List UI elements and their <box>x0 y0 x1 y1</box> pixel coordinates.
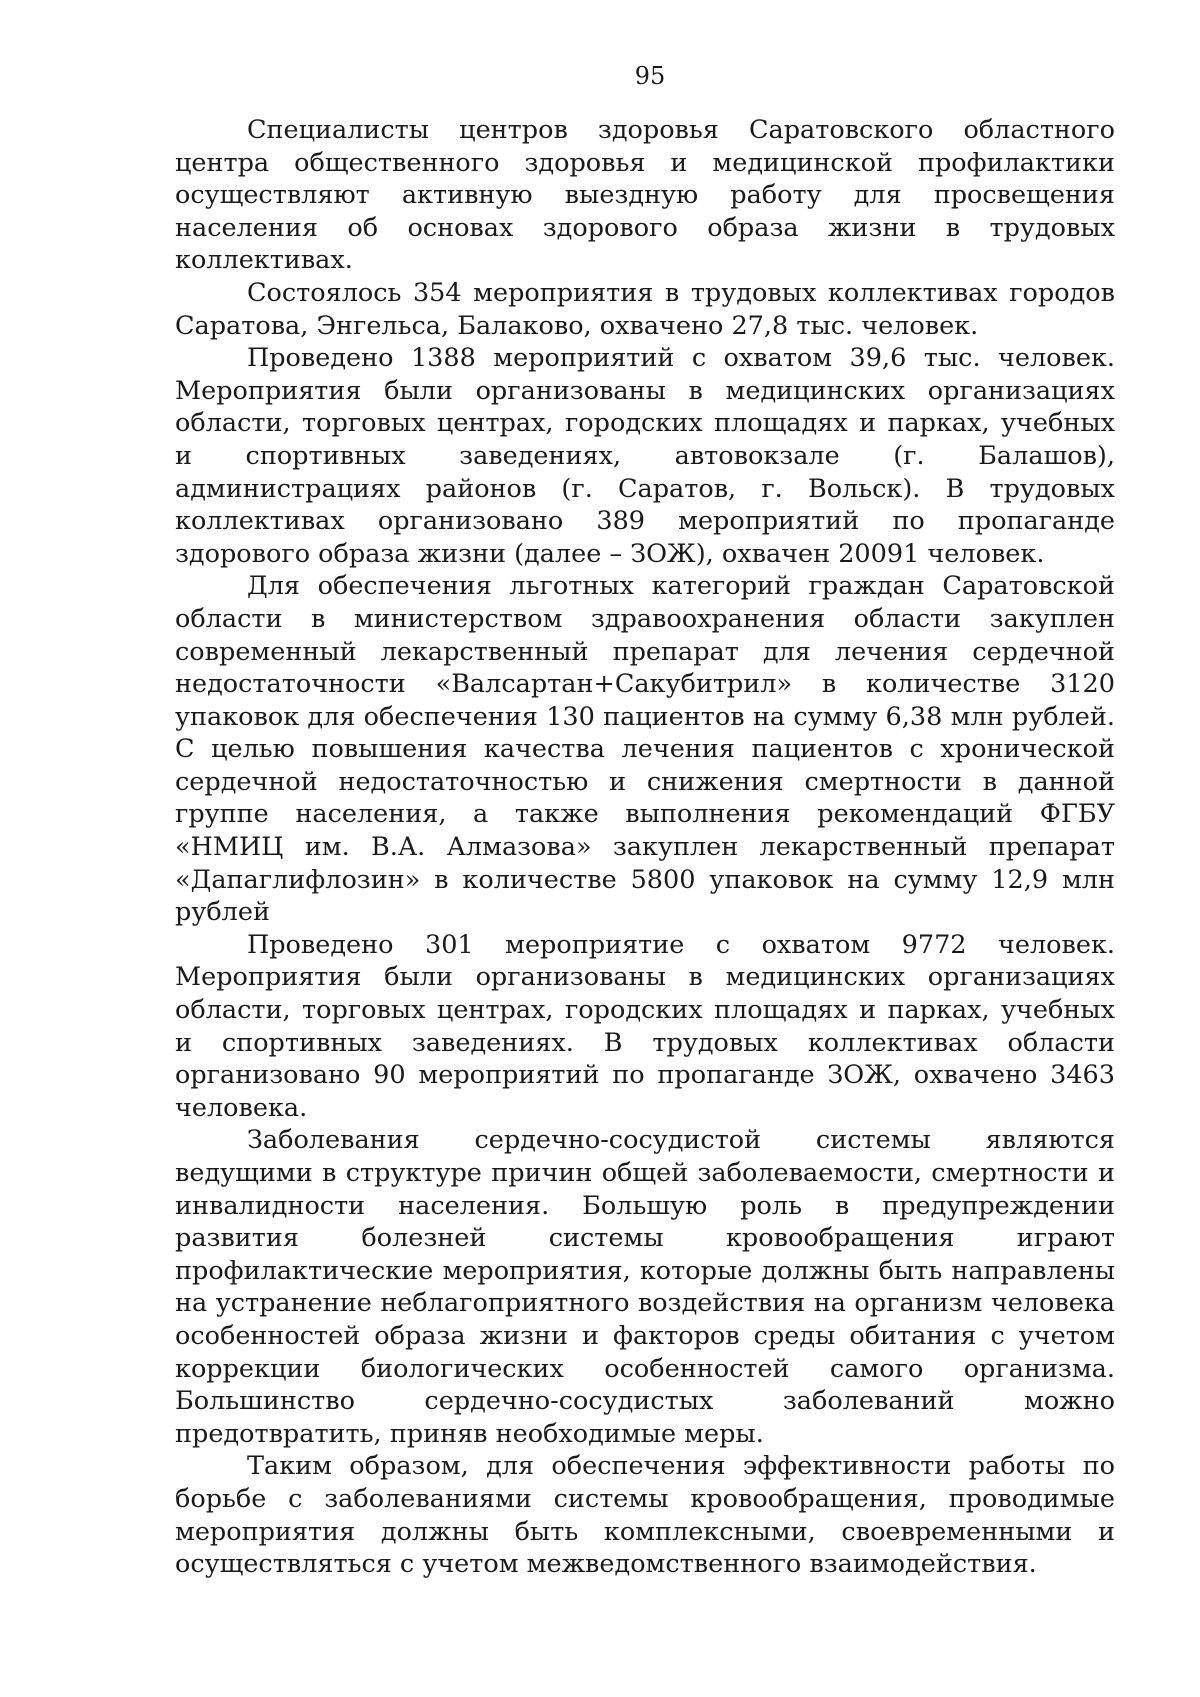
paragraph-events-1388: Проведено 1388 мероприятий с охватом 39,6 тыс. человек. Мероприятия были организованы в медицинских организациях области, торговых центрах, городских площадях и парках, учебных и спортивных заведениях, автовокзале (г. Балашов), администрациях районов (г. Саратов, г. Вольск). В трудовых коллективах организовано 389 мероприятий по пропаганде здорового образа жизни (далее – ЗОЖ), охвачен 20091 человек. <box>175 343 1115 569</box>
document-page <box>175 60 1115 1581</box>
paragraph-conclusion: Таким образом, для обеспечения эффективности работы по борьбе с заболеваниями системы кровообращения, проводимые мероприятия должны быть комплексными, своевременными и осуществляться с учетом межведомственного взаимодействия. <box>175 1451 1115 1580</box>
paragraph-cardiovascular-diseases: Заболевания сердечно-сосудистой системы являются ведущими в структуре причин общей заболеваемости, смертности и инвалидности населения. Большую роль в предупреждении развития болезней системы кровообращения играют профилактические мероприятия, которые должны быть направлены на устранение неблагоприятного воздействия на организм человека особенностей образа жизни и факторов среды обитания с учетом коррекции биологических особенностей самого организма. Большинство сердечно-сосудистых заболеваний можно предотвратить, приняв необходимые меры. <box>175 1125 1115 1449</box>
paragraph-medication-procurement: Для обеспечения льготных категорий граждан Саратовской области в министерством здравоохранения области закуплен современный лекарственный препарат для лечения сердечной недостаточности «Валсартан+Сакубитрил» в количестве 3120 упаковок для обеспечения 130 пациентов на сумму 6,38 млн рублей. С целью повышения качества лечения пациентов с хронической сердечной недостаточностью и снижения смертности в данной группе населения, а также выполнения рекомендаций ФГБУ «НМИЦ им. В.А. Алмазова» закуплен лекарственный препарат «Дапаглифлозин» в количестве 5800 упаковок на сумму 12,9 млн рублей <box>175 571 1115 928</box>
paragraph-events-301: Проведено 301 мероприятие с охватом 9772 человек. Мероприятия были организованы в медицинских организациях области, торговых центрах, городских площадях и парках, учебных и спортивных заведениях. В трудовых коллективах области организовано 90 мероприятий по пропаганде ЗОЖ, охвачено 3463 человека. <box>175 929 1115 1123</box>
page-number: 95 <box>634 62 666 90</box>
paragraph-health-centers: Специалисты центров здоровья Саратовского областного центра общественного здоровья и медицинской профилактики осуществляют активную выездную работу для просвещения населения об основах здорового образа жизни в трудовых коллективах. <box>175 115 1115 276</box>
paragraph-events-354: Состоялось 354 мероприятия в трудовых коллективах городов Саратова, Энгельса, Балаково, охвачено 27,8 тыс. человек. <box>175 277 1115 341</box>
